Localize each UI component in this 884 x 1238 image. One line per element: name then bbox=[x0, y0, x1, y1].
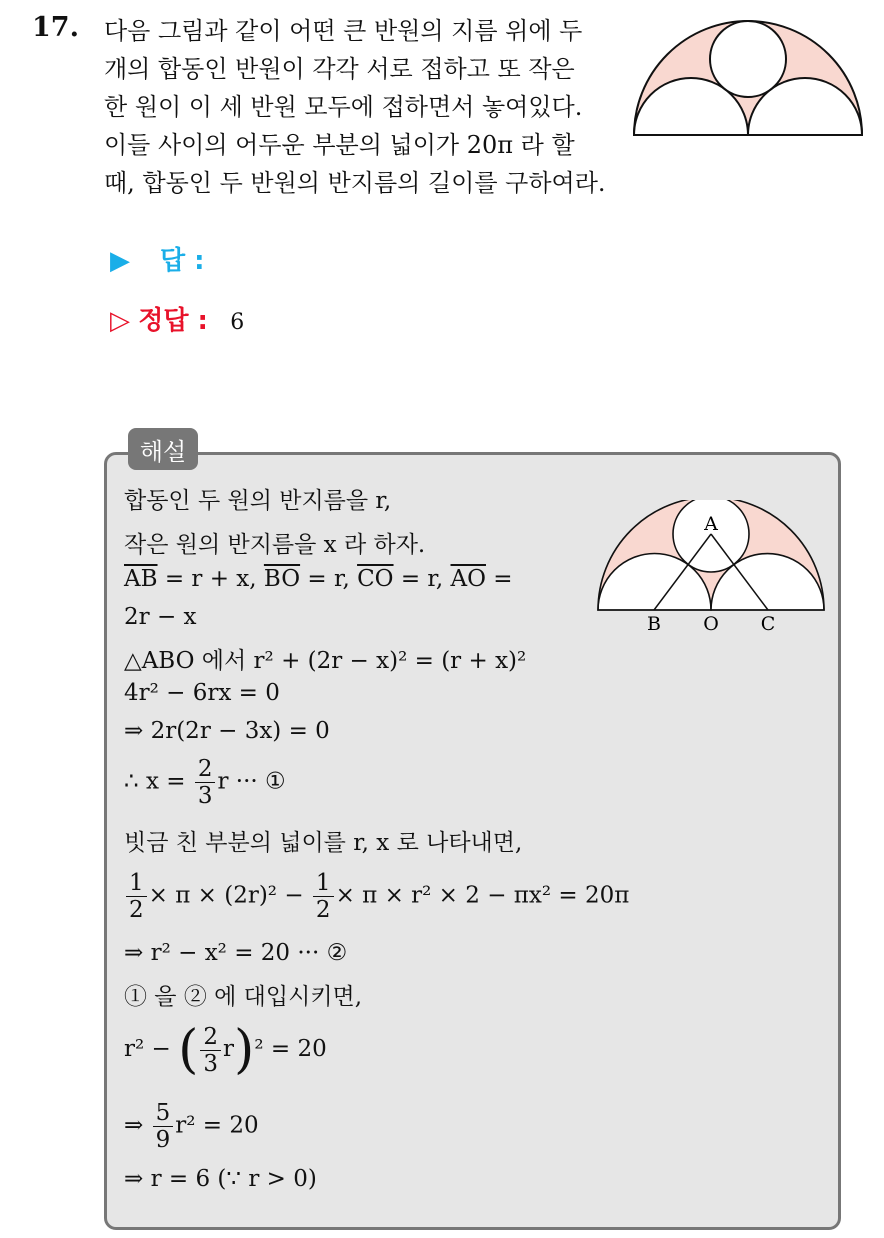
text-part: ⇒ bbox=[124, 1112, 151, 1139]
label-c: C bbox=[760, 613, 776, 635]
segment-ab: $\overline{AB}$ bbox=[124, 566, 158, 592]
segment-ao: $\overline{AO}$ bbox=[450, 566, 486, 592]
fraction bbox=[200, 1024, 221, 1077]
segment-ao-value: = bbox=[485, 566, 513, 592]
fraction bbox=[126, 870, 147, 923]
solution-tag: 해설 bbox=[128, 428, 198, 470]
solution-line: ⇒ 2r(2r − 3x) = 0 bbox=[124, 718, 330, 744]
solution-line-fraction bbox=[124, 756, 286, 809]
label-a: A bbox=[704, 513, 718, 535]
answer-label: 답 : bbox=[160, 246, 205, 276]
denominator: 2 bbox=[315, 897, 331, 923]
denominator: 3 bbox=[203, 1050, 219, 1077]
segment-co: $\overline{CO}$ bbox=[357, 566, 394, 592]
text-part: r bbox=[223, 1036, 235, 1062]
fraction bbox=[313, 870, 334, 923]
numerator: 5 bbox=[153, 1100, 174, 1127]
solution-line: ⇒ r² − x² = 20 ··· ② bbox=[124, 940, 348, 966]
numerator: 1 bbox=[126, 870, 147, 897]
label-o: O bbox=[703, 613, 719, 635]
solution-line: ① 을 ② 에 대입시키면, bbox=[124, 984, 363, 1010]
answer-marker-icon: ▶ bbox=[110, 246, 130, 276]
solution-figure bbox=[596, 500, 826, 636]
problem-figure bbox=[630, 14, 866, 140]
solution-line-segments bbox=[124, 566, 513, 592]
correct-label: 정답 : bbox=[138, 306, 208, 336]
problem-line: 이들 사이의 어두운 부분의 넓이가 20π 라 할 bbox=[104, 131, 575, 159]
text-part: ∴ x = bbox=[124, 768, 193, 795]
small-circle bbox=[710, 21, 786, 97]
denominator: 3 bbox=[197, 783, 213, 809]
denominator: 9 bbox=[155, 1127, 171, 1153]
fraction bbox=[153, 1100, 174, 1153]
numerator: 1 bbox=[313, 870, 334, 897]
solution-line: 작은 원의 반지름을 x 라 하자. bbox=[124, 532, 426, 558]
text-part: × π × r² × 2 − πx² = 20π bbox=[335, 882, 630, 909]
numerator: 2 bbox=[195, 756, 216, 783]
problem-line: 다음 그림과 같이 어떤 큰 반원의 지름 위에 두 bbox=[104, 17, 583, 45]
solution-line-substitution bbox=[124, 1020, 327, 1080]
solution-line: 4r² − 6rx = 0 bbox=[124, 680, 280, 706]
segment-ab-value: = r + x, bbox=[157, 566, 264, 592]
text-part: r² − bbox=[124, 1036, 179, 1062]
text-part: × π × (2r)² − bbox=[148, 882, 311, 909]
segment-co-value: = r, bbox=[393, 566, 451, 592]
right-paren: ) bbox=[234, 1020, 255, 1080]
text-part: ² = 20 bbox=[254, 1036, 327, 1062]
answer-row bbox=[110, 240, 205, 277]
solution-line-fraction bbox=[124, 1100, 259, 1153]
left-paren: ( bbox=[178, 1020, 199, 1080]
problem-number: 17. bbox=[32, 12, 79, 43]
solution-line-area bbox=[124, 870, 629, 923]
problem-line: 개의 합동인 반원이 각각 서로 접하고 또 작은 bbox=[104, 55, 575, 83]
fraction bbox=[195, 756, 216, 809]
solution-line: △ABO 에서 r² + (2r − x)² = (r + x)² bbox=[124, 648, 527, 674]
solution-line: 빗금 친 부분의 넓이를 r, x 로 나타내면, bbox=[124, 830, 523, 856]
label-b: B bbox=[647, 613, 661, 635]
problem-line: 때, 합동인 두 반원의 반지름의 길이를 구하여라. bbox=[104, 169, 606, 197]
text-part: r ··· ① bbox=[217, 768, 286, 795]
solution-line: 2r − x bbox=[124, 604, 197, 630]
small-circle bbox=[673, 500, 749, 572]
correct-marker-icon: ▷ bbox=[110, 306, 130, 336]
segment-bo-value: = r, bbox=[300, 566, 358, 592]
correct-value: 6 bbox=[230, 310, 245, 335]
solution-line: 합동인 두 원의 반지름을 r, bbox=[124, 488, 392, 514]
solution-line: ⇒ r = 6 (∵ r > 0) bbox=[124, 1166, 317, 1192]
text-part: r² = 20 bbox=[175, 1112, 259, 1139]
numerator: 2 bbox=[200, 1024, 221, 1051]
problem-text bbox=[104, 12, 634, 202]
segment-bo: $\overline{BO}$ bbox=[263, 566, 301, 592]
problem-line: 한 원이 이 세 반원 모두에 접하면서 놓여있다. bbox=[104, 93, 583, 121]
denominator: 2 bbox=[129, 897, 144, 923]
correct-answer-row bbox=[110, 300, 244, 337]
